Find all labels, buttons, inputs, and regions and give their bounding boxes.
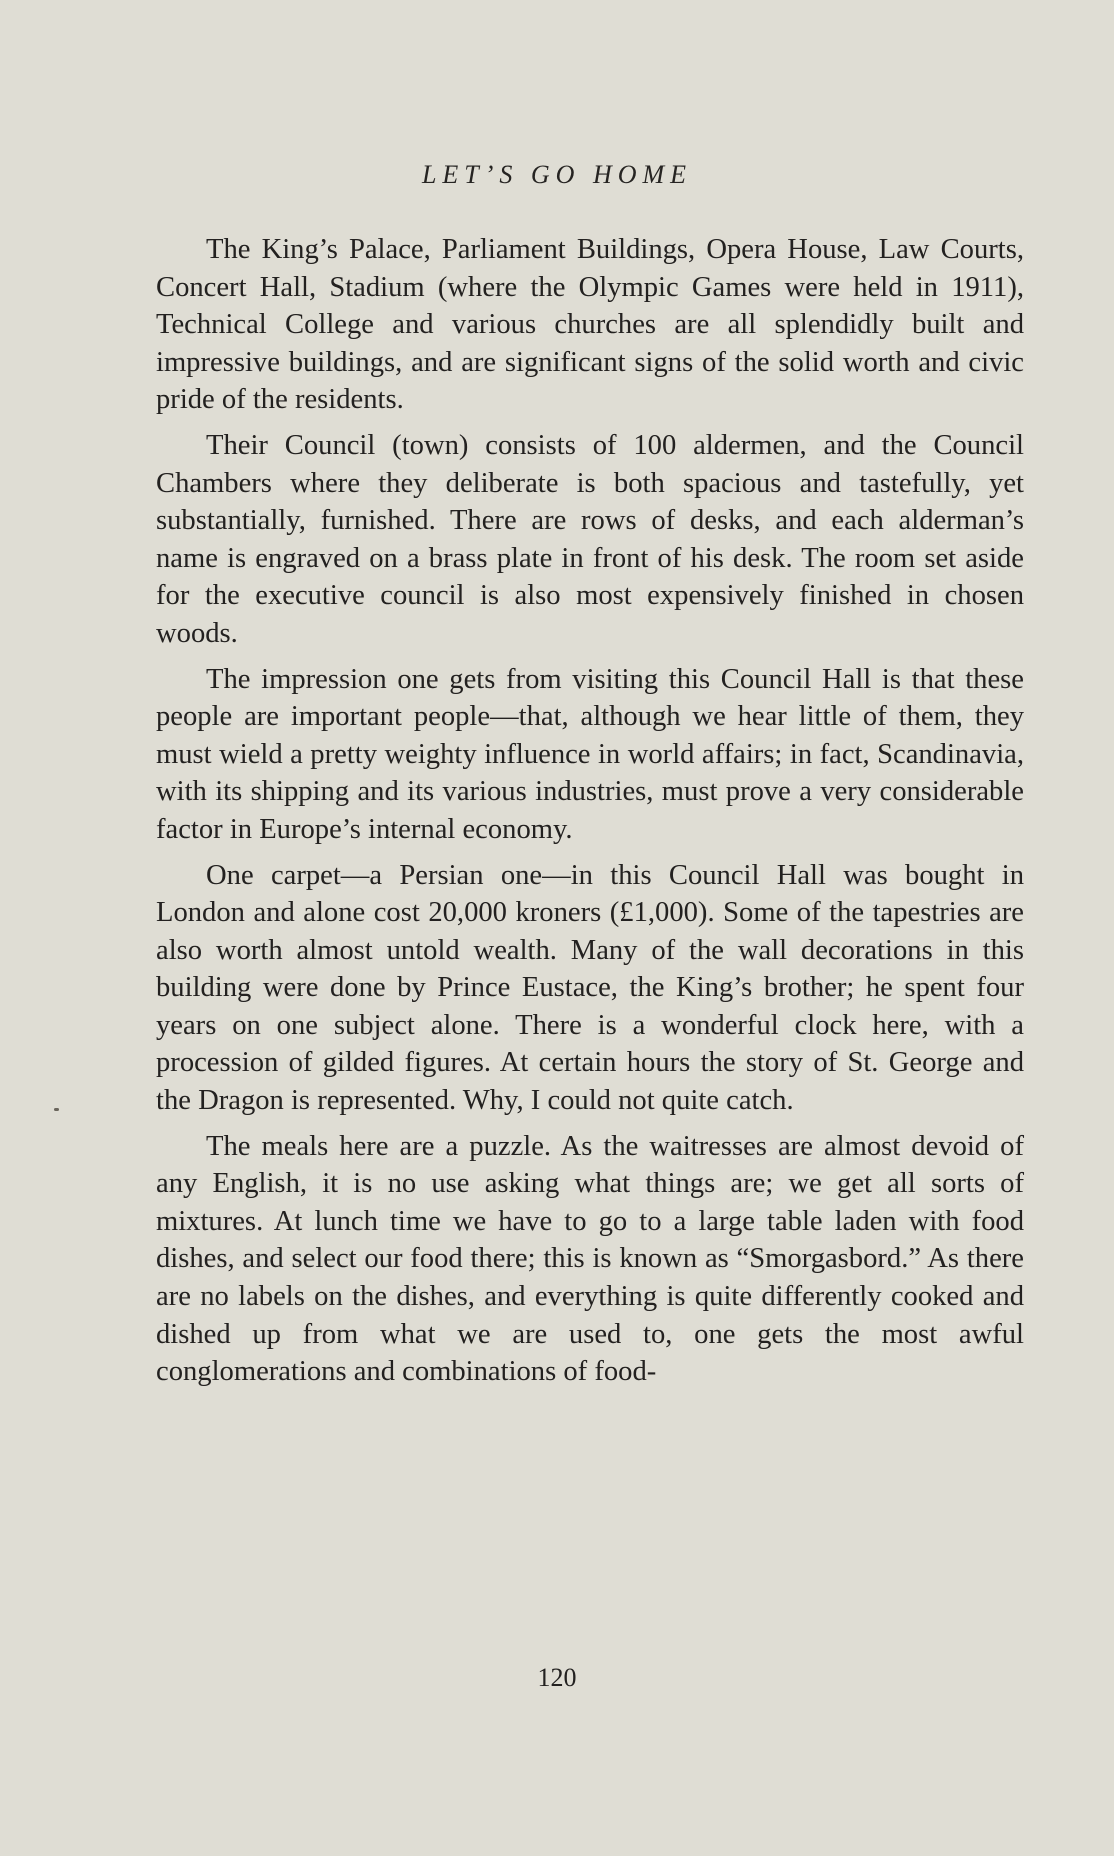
page-number: 120 (537, 1663, 577, 1692)
paragraph: The King’s Palace, Parliament Buildings, Opera House, Law Courts, Concert Hall, Stadium (where the Olympic Games were held in 1911), Technical College and various churches are all splendidly built and impressive buildings, and are significant signs of the solid worth and civic pride of the residents. (156, 234, 1024, 416)
paragraph: The impression one gets from visiting this Council Hall is that these people are important people—that, although we hear little of them, they must wield a pretty weighty influence in world affairs; in fact, Scandinavia, with its shipping and its various industries, must prove a very considerable factor in Europe’s internal economy. (156, 663, 1024, 845)
paragraph: One carpet—a Persian one—in this Council Hall was bought in London and alone cost 20,000 kroners (£1,000). Some of the tapestries are also worth almost untold wealth. Many of the wall decorations in this building were done by Prince Eustace, the King’s brother; he spent four years on one subject alone. There is a wonderful clock here, with a procession of gilded figures. At certain hours the story of St. George and the Dragon is represented. Why, I could not quite catch. (156, 859, 1024, 1117)
paper-speck (54, 1108, 59, 1111)
paragraph: Their Council (town) consists of 100 aldermen, and the Council Chambers where they deliberate is both spacious and tastefully, yet substantially, furnished. There are rows of desks, and each alderman’s name is engraved on a brass plate in front of his desk. The room set aside for the executive council is also most expensively finished in chosen woods. (156, 429, 1024, 649)
running-head: LET’S GO HOME (421, 160, 693, 189)
paragraph: The meals here are a puzzle. As the waitresses are almost devoid of any English, it is no use asking what things are; we get all sorts of mixtures. At lunch time we have to go to a large table laden with food dishes, and select our food there; this is known as “Smorgasbord.” As there are no labels on the dishes, and everything is quite differently cooked and dished up from what we are used to, one gets the most awful conglomerations and combinations of food- (156, 1130, 1024, 1388)
body-text (156, 231, 1024, 1399)
